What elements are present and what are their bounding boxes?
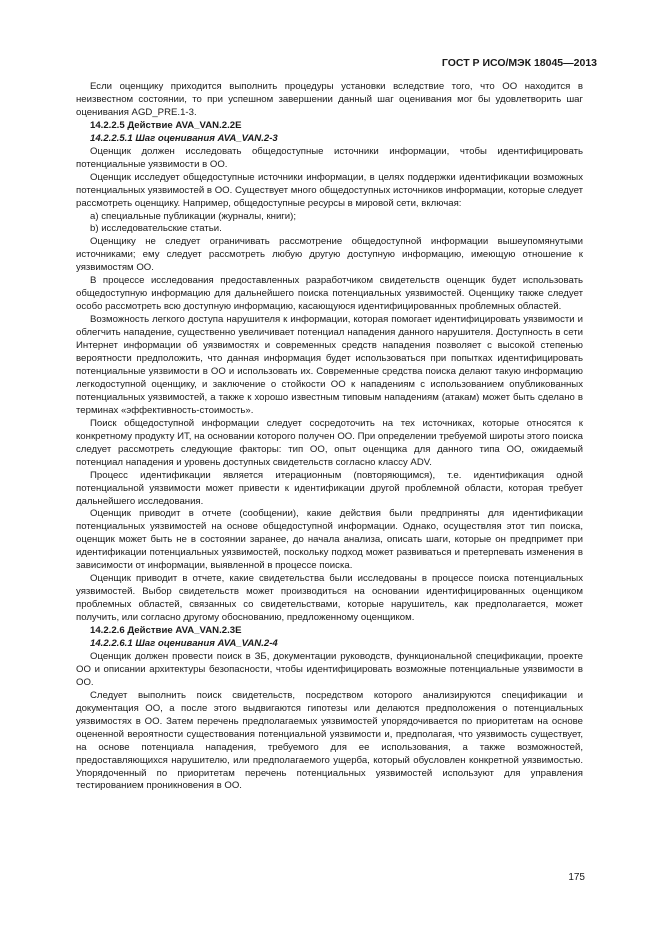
paragraph: Если оценщику приходится выполнить процедуры установки вследствие того, что ОО находится в неизвестном состоянии, то при успешном завершении данный шаг оценивания мог бы удовлетворить шаг оценивания AGD_PRE.1-3. [76, 81, 583, 118]
paragraph: Оценщик должен провести поиск в ЗБ, документации руководств, функциональной спецификации, проекте ОО и описании архитектуры безопасности, чтобы идентифицировать возможные потенциальные уязвимости в ОО. [76, 650, 583, 688]
paragraph: a) специальные публикации (журналы, книги); [90, 210, 297, 222]
paragraph: Следует выполнить поиск свидетельств, посредством которого анализируются спецификации и документация ОО, а после этого выдвигаются гипотезы или делаются предположения о потенциальных уязвимостях в ОО. Затем перечень предполагаемых уязвимостей упорядочивается по приоритетам на основе оцененной вероятности существования потенциальной уязвимости и, предполагая, что уязвимость существует, на основе потенциала нападения, требуемого для ее использования, а также возможностей, предоставляющихся нарушителю, или предполагаемого ущерба, который обусловлен конкретной уязвимостью. Упорядоченный по приоритетам перечень потенциальных уязвимостей используют для управления тестированием проникновения в ОО. [76, 689, 583, 792]
subsection-heading: 14.2.2.5.1 Шаг оценивания AVA_VAN.2-3 [90, 132, 278, 144]
paragraph: Оценщик приводит в отчете, какие свидетельства были исследованы в процессе поиска потенциальных уязвимостей. Выбор свидетельств может производиться на основании идентифицированных оценщиком проблемных областей, связанных со свидетельствами, которые нарушитель, как предполагается, может получить, или согласно другому обоснованию, предложенному оценщиком. [76, 573, 583, 624]
page-number: 175 [568, 872, 585, 883]
paragraph: В процессе исследования предоставленных разработчиком свидетельств оценщик будет использовать общедоступную информацию для дальнейшего поиска потенциальных уязвимостей. Оценщику также следует особо рассмотреть всю доступную информацию, касающуюся идентифицированных проблемных областей. [76, 275, 583, 313]
paragraph: b) исследовательские статьи. [90, 223, 222, 235]
paragraph: Оценщик исследует общедоступные источники информации, в целях поддержки идентификации возможных потенциальных уязвимостей в ОО. Существует много общедоступных источников информации, которые следует рассмотреть оценщику. Например, общедоступные ресурсы в мировой сети, включая: [76, 171, 583, 209]
document-header: ГОСТ Р ИСО/МЭК 18045—2013 [441, 57, 597, 69]
document-body [76, 81, 583, 793]
paragraph: Оценщик должен исследовать общедоступные источники информации, чтобы идентифицировать потенциальные уязвимости в ОО. [76, 145, 583, 170]
paragraph: Оценщик приводит в отчете (сообщении), какие действия были предприняты для идентификации потенциальных уязвимостей на основе общедоступной информации. Однако, осуществляя этот тип поиска, оценщик может быть не в состоянии заранее, до начала анализа, описать шаги, которые он предпримет при идентификации потенциальных уязвимостей, поскольку подход может развиваться и претерпевать изменения в зависимости от информации, выявленной в процессе поиска. [76, 508, 583, 572]
paragraph: Оценщику не следует ограничивать рассмотрение общедоступной информации вышеупомянутыми источниками; ему следует рассмотреть любую другую доступную информацию, имеющую отношение к уязвимостям ОО. [76, 236, 583, 274]
paragraph: Возможность легкого доступа нарушителя к информации, которая помогает идентифицировать уязвимости и облегчить нападение, существенно увеличивает потенциал нападения данного нарушителя. Доступность в сети Интернет информации об уязвимостях и современных средств нападения позволяет с высокой степенью вероятности предположить, что данная информация будет использоваться при попытках идентифицировать потенциальные уязвимости в ОО и использовать их. Современные средства поиска делают такую информацию легкодоступной оценщику, и заключение о стойкости ОО к нападениям с использованием опубликованных потенциальных уязвимостей, а также к хорошо известным типовым нападениям (атакам) может быть сделано в терминах «эффективность-стоимость». [76, 314, 583, 416]
subsection-heading: 14.2.2.6.1 Шаг оценивания AVA_VAN.2-4 [90, 637, 278, 649]
paragraph: Поиск общедоступной информации следует сосредоточить на тех источниках, которые относятся к конкретному продукту ИТ, на основании которого получен ОО. При определении требуемой широты этого поиска следует рассмотреть следующие факторы: тип ОО, опыт оценщика для данного типа ОО, ожидаемый потенциал нападения и уровень доступных свидетельств согласно классу ADV. [76, 417, 583, 468]
section-heading: 14.2.2.6 Действие AVA_VAN.2.3E [90, 625, 242, 637]
section-heading: 14.2.2.5 Действие AVA_VAN.2.2E [90, 119, 242, 131]
paragraph: Процесс идентификации является итерационным (повторяющимся), т.е. идентификация одной потенциальной уязвимости может привести к идентификации другой проблемной области, которая требует дальнейшего исследования. [76, 469, 583, 507]
